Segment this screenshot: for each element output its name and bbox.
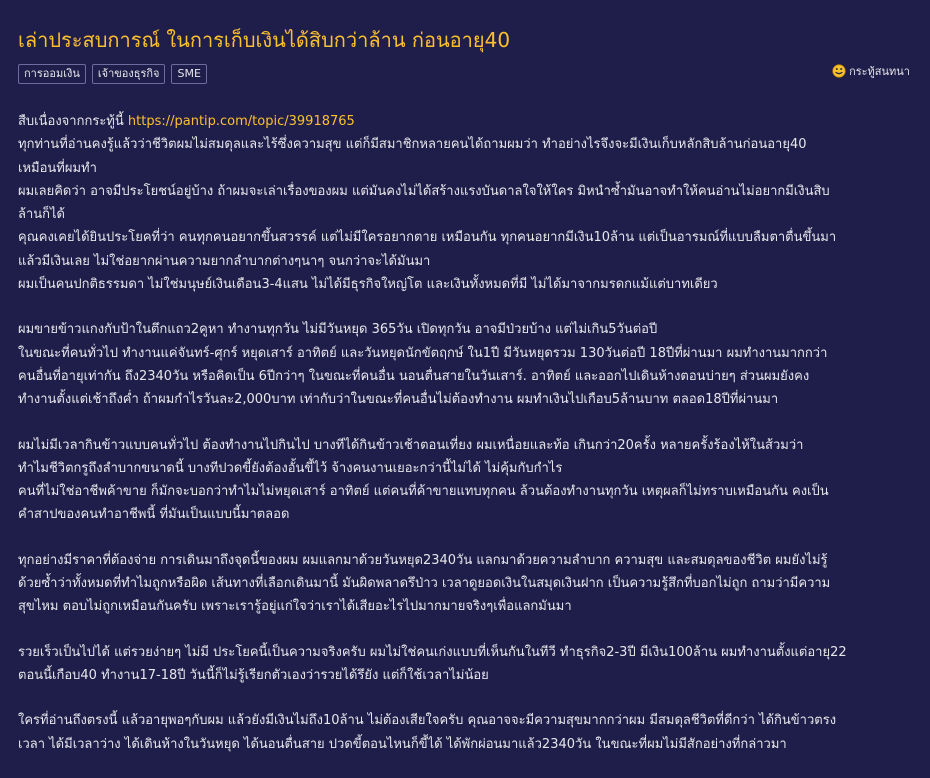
paragraph-intro bbox=[18, 110, 913, 296]
paragraph-hardship bbox=[18, 434, 913, 527]
intro-line bbox=[18, 110, 913, 133]
topic-type-label: กระทู้สนทนา bbox=[849, 65, 910, 78]
text-line: สุขไหม ตอบไม่ถูกเหมือนกันครับ เพราะเรารู้อยู่แก่ใจว่าเราได้เสียอะไรไปมากมายจริงๆเพื่อแลกมันมา bbox=[18, 599, 572, 615]
text-line: ทุกอย่างมีราคาที่ต้องจ่าย การเดินมาถึงจุดนี้ของผม ผมแลกมาด้วยวันหยุด2340วัน แลกมาด้วยความลำบาก ความสุข และสมดุลของชีวิต ผมยังไม่รู้ bbox=[18, 552, 828, 568]
paragraph-work bbox=[18, 318, 913, 411]
chat-bubble-icon bbox=[832, 64, 846, 78]
text-line: ใครที่อ่านถึงตรงนี้ แล้วอายุพอๆกับผม แล้วยังมีเงินไม่ถึง10ล้าน ไม่ต้องเสียใจครับ คุณอาจจะมีความสุขมากกว่าผม มีสมดุลชีวิตที่ดีกว่า ได้กินข้าวตรง bbox=[18, 713, 837, 729]
text-line: รวยเร็วเป็นไปได้ แต่รวยง่ายๆ ไม่มี ประโยคนี้เป็นความจริงครับ ผมไม่ใช่คนเก่งแบบที่เห็นกันในทีวี ทำธุรกิจ2-3ปี มีเงิน100ล้าน ผมทำงานตั้งแต่อายุ22 bbox=[18, 644, 847, 660]
tag-list bbox=[18, 64, 207, 84]
paragraph-closing bbox=[18, 709, 913, 756]
topic-title: เล่าประสบการณ์ ในการเก็บเงินได้สิบกว่าล้าน ก่อนอายุ40 bbox=[18, 28, 511, 52]
text-line: ทุกท่านที่อ่านคงรู้แล้วว่าชีวิตผมไม่สมดุลและไร้ซึ่งความสุข แต่ก็มีสมาชิกหลายคนได้ถามผมว่า ทำอย่างไรจึงจะมีเงินเก็บหลักสิบล้านก่อนอายุ40 bbox=[18, 137, 807, 153]
tag-business-owner[interactable]: เจ้าของธุรกิจ bbox=[92, 64, 166, 84]
text-line: ผมขายข้าวแกงกับป้าในตึกแถว2คูหา ทำงานทุกวัน ไม่มีวันหยุด 365วัน เปิดทุกวัน อาจมีป่วยบ้าง แต่ไม่เกิน5วันต่อปี bbox=[18, 322, 658, 338]
text-line: ด้วยซ้ำว่าทั้งหมดที่ทำไมถูกหรือผิด เส้นทางที่เลือกเดินมานี้ มันผิดพลาดรึป่าว เวลาดูยอดเงินในสมุดเงินฝาก เป็นความรู้สึกที่บอกไม่ถูก ถามว่ามีความ bbox=[18, 576, 831, 592]
text-line: คุณคงเคยได้ยินประโยคที่ว่า คนทุกคนอยากขึ้นสวรรค์ แต่ไม่มีใครอยากตาย เหมือนกัน ทุกคนอยากมีเงิน10ล้าน แต่เป็นอารมณ์ที่แบบลืมตาตื่นขึ้นมา bbox=[18, 230, 837, 246]
source-topic-link[interactable]: https://pantip.com/topic/39918765 bbox=[127, 114, 355, 129]
text-line: ทำงานตั้งแต่เช้าถึงค่ำ ถ้าผมกำไรวันละ2,000บาท เท่ากับว่าในขณะที่คนอื่นไม่ต้องทำงาน ผมทำเงินไปเกือบ5ล้านบาท ตลอด18ปีที่ผ่านมา bbox=[18, 392, 779, 408]
text-line: ผมเลยคิดว่า อาจมีประโยชน์อยู่บ้าง ถ้าผมจะเล่าเรื่องของผม แต่มันคงไม่ได้สร้างแรงบันดาลใจให้ใคร มิหนำซ้ำมันอาจทำให้คนอ่านไม่อยากมีเงินสิบ bbox=[18, 183, 830, 199]
intro-text: สืบเนื่องจากกระทู้นี้ bbox=[18, 114, 128, 129]
topic-body bbox=[18, 110, 913, 778]
text-line: คนที่ไม่ใช่อาชีพค้าขาย ก็มักจะบอกว่าทำไมไม่หยุดเสาร์ อาทิตย์ แต่คนที่ค้าขายแทบทุกคน ล้วนต้องทำงานทุกวัน เหตุผลก็ไม่ทราบเหมือนกัน คงเป็น bbox=[18, 484, 829, 500]
text-line: คำสาปของคนทำอาชีพนี้ ที่มันเป็นแบบนี้มาตลอด bbox=[18, 507, 290, 523]
text-line: ผมไม่มีเวลากินข้าวแบบคนทั่วไป ต้องทำงานไปกินไป บางทีได้กินข้าวเช้าตอนเที่ยง ผมเหนื่อยและท้อ เกินกว่า20ครั้ง หลายครั้งร้องไห้ในส้วมว่า bbox=[18, 437, 804, 453]
topic-type-badge[interactable] bbox=[832, 62, 910, 80]
text-line: ผมเป็นคนปกติธรรมดา ไม่ใช่มนุษย์เงินเดือน3-4แสน ไม่ได้มีธุรกิจใหญ่โต และเงินทั้งหมดที่มี ไม่ได้มาจากมรดกแม้แต่บาทเดียว bbox=[18, 277, 718, 293]
text-line: ล้านก็ได้ bbox=[18, 207, 66, 223]
text-line: ตอนนี้เกือบ40 ทำงาน17-18ปี วันนี้ก็ไม่รู้เรียกตัวเองว่ารวยได้รึยัง แต่ก็ใช้เวลาไม่น้อย bbox=[18, 667, 489, 683]
paragraph-rich bbox=[18, 641, 913, 688]
text-line: ในขณะที่คนทั่วไป ทำงานแค่จันทร์-ศุกร์ หยุดเสาร์ อาทิตย์ และวันหยุดนักขัตฤกษ์ ใน1ปี มีวันหยุดรวม 130วันต่อปี 18ปีที่ผ่านมา ผมทำงานมากกว่า bbox=[18, 345, 828, 361]
text-line: ทำไมชีวิตกรูถึงลำบากขนาดนี้ บางทีปวดขี้ยังต้องอั้นขี้ไว้ จ้างคนงานเยอะกว่านี้ไม่ได้ ไม่คุ้มกับกำไร bbox=[18, 460, 563, 476]
text-line: คนอื่นที่อายุเท่ากัน ถึง2340วัน หรือคิดเป็น 6ปีกว่าๆ ในขณะที่คนอื่น นอนตื่นสายในวันเสาร์. อาทิตย์ และออกไปเดินห้างตอนบ่ายๆ ส่วนผมยังคง bbox=[18, 368, 810, 384]
text-line: แล้วมีเงินเลย ไม่ใช่อยากผ่านความยากลำบากต่างๆนาๆ จนกว่าจะได้มันมา bbox=[18, 253, 431, 269]
tag-saving[interactable]: การออมเงิน bbox=[18, 64, 86, 84]
paragraph-price bbox=[18, 549, 913, 619]
tag-sme[interactable]: SME bbox=[171, 64, 206, 84]
text-line: เหมือนที่ผมทำ bbox=[18, 160, 97, 176]
text-line: เวลา ได้มีเวลาว่าง ได้เดินห้างในวันหยุด ได้นอนตื่นสาย ปวดขี้ตอนไหนก็ขี้ได้ ได้พักผ่อนมาแล้ว2340วัน ในขณะที่ผมไม่มีสักอย่างที่กล่าวมา bbox=[18, 736, 787, 752]
